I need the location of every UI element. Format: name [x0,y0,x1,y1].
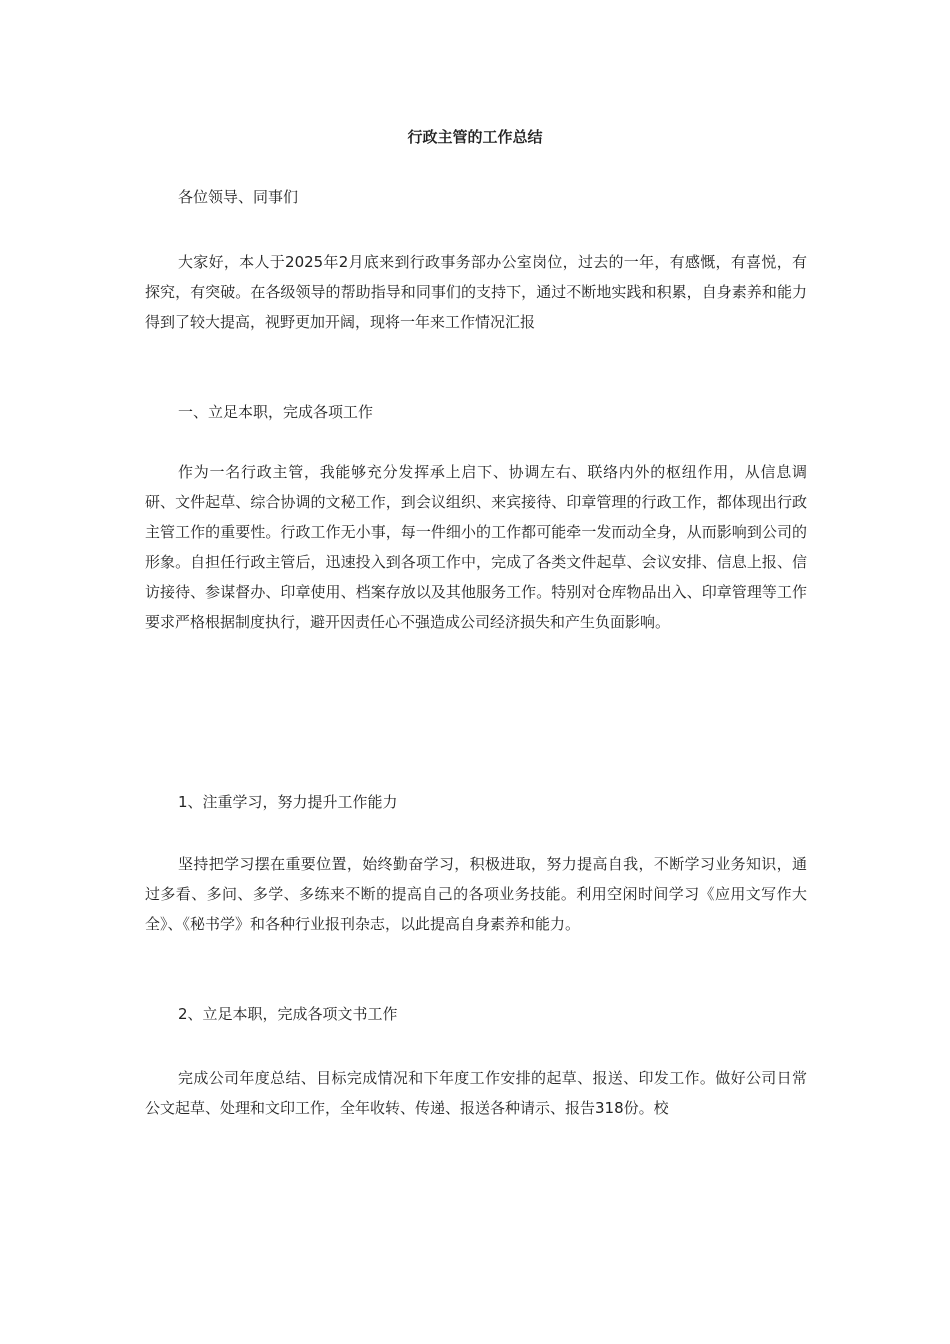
document-title: 行政主管的工作总结 [407,128,543,146]
subsection-1-paragraph: 坚持把学习摆在重要位置，始终勤奋学习，积极进取，努力提高自我，不断学习业务知识，通过多看、多问、多学、多练来不断的提高自己的各项业务技能。利用空闲时间学习《应用文写作大全》、《秘书学》和各种行业报刊杂志，以此提高自身素养和能力。 [145,855,807,933]
subsection-2-heading: 2、立足本职，完成各项文书工作 [178,1005,398,1023]
subsection-2-paragraph: 完成公司年度总结、目标完成情况和下年度工作安排的起草、报送、印发工作。做好公司日常公文起草、处理和文印工作，全年收转、传递、报送各种请示、报告318份。校 [145,1069,807,1117]
section-1-heading: 一、立足本职，完成各项工作 [178,403,374,421]
intro-paragraph: 大家好，本人于2025年2月底来到行政事务部办公室岗位，过去的一年，有感慨，有喜悦，有探究，有突破。在各级领导的帮助指导和同事们的支持下，通过不断地实践和积累，自身素养和能力得到了较大提高，视野更加开阔，现将一年来工作情况汇报 [145,253,807,331]
salutation: 各位领导、同事们 [178,188,299,206]
subsection-1-heading: 1、注重学习，努力提升工作能力 [178,793,398,811]
section-1-paragraph: 作为一名行政主管，我能够充分发挥承上启下、协调左右、联络内外的枢纽作用，从信息调研、文件起草、综合协调的文秘工作，到会议组织、来宾接待、印章管理的行政工作，都体现出行政主管工作的重要性。行政工作无小事，每一件细小的工作都可能牵一发而动全身，从而影响到公司的形象。自担任行政主管后，迅速投入到各项工作中，完成了各类文件起草、会议安排、信息上报、信访接待、参谋督办、印章使用、档案存放以及其他服务工作。特别对仓库物品出入、印章管理等工作要求严格根据制度执行，避开因责任心不强造成公司经济损失和产生负面影响。 [145,463,807,631]
